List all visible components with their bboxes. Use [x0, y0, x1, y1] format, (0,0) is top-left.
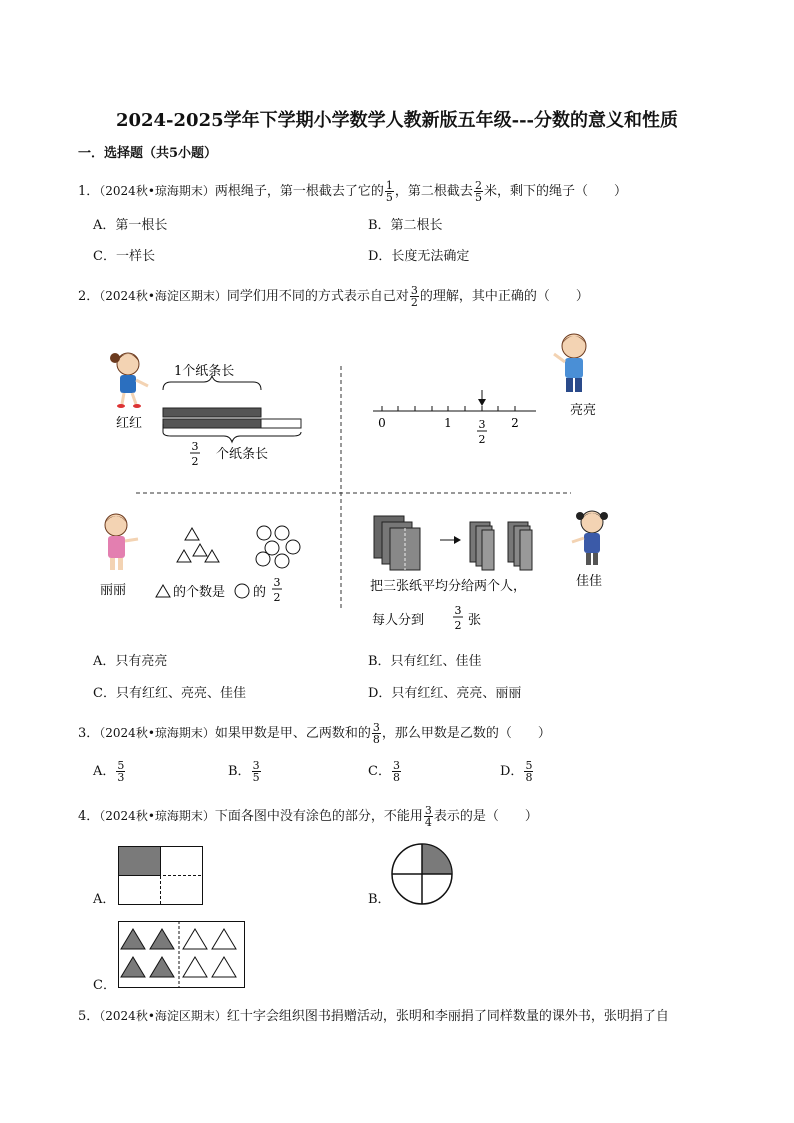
question-number: 4．	[78, 809, 100, 824]
honghong-label: 红红	[116, 416, 143, 431]
question-source: （2024秋•琼海期末）	[99, 726, 215, 740]
tick-label: 2	[511, 416, 519, 430]
option-a[interactable]: A．第一根长	[93, 218, 168, 233]
fraction-numerator: 3	[454, 604, 462, 617]
question-1-stem	[78, 180, 627, 203]
question-number: 1．	[78, 184, 100, 199]
strip-unit-label: 个纸条长	[216, 447, 269, 462]
fraction: $\frac{3}{4}$	[424, 804, 432, 829]
option-b-label[interactable]: B．	[368, 892, 391, 907]
option-d[interactable]: D． $\frac{5}{8}$	[500, 759, 533, 784]
question-text: 红十字会组织图书捐赠活动，张明和李丽捐了同样数量的课外书，张明捐了自	[226, 1009, 669, 1024]
split-papers-icon	[470, 522, 532, 570]
triangles-group	[177, 528, 219, 562]
fraction: $\frac{3}{2}$	[410, 284, 418, 309]
section-heading: 一．选择题（共5小题）	[78, 146, 218, 161]
option-b[interactable]: B．只有红红、佳佳	[368, 654, 482, 669]
paper-caption: 每人分到	[372, 613, 425, 628]
question-text: 下面各图中没有涂色的部分，不能用	[214, 809, 423, 824]
circles-group	[256, 526, 300, 568]
option-a[interactable]: A． $\frac{5}{3}$	[93, 759, 125, 784]
tick-label: 0	[378, 416, 386, 430]
option-b[interactable]: B．第二根长	[368, 218, 443, 233]
question-2-stem	[78, 285, 589, 308]
fraction-numerator: 3	[273, 576, 281, 589]
unit-strip	[163, 408, 261, 417]
fraction-denominator: 2	[454, 619, 462, 632]
option-d[interactable]: D．只有红红、亮亮、丽丽	[368, 686, 522, 701]
fraction-denominator: 2	[478, 433, 486, 446]
question-text: 表示的是（ ）	[433, 809, 538, 824]
question-text: 米，剩下的绳子（ ）	[483, 184, 627, 199]
question-text: 如果甲数是甲、乙两数和的	[214, 726, 371, 741]
question-5-stem	[78, 1008, 669, 1025]
three-papers-icon	[374, 516, 420, 570]
page-title: 2024-2025学年下学期小学数学人教新版五年级---分数的意义和性质	[115, 110, 679, 131]
question-number: 2．	[78, 289, 100, 304]
triangle-caption: 的个数是	[173, 585, 226, 600]
question-text: 的理解，其中正确的（ ）	[419, 289, 589, 304]
question-4-stem	[78, 805, 538, 828]
question-text: ，那么甲数是乙数的（ ）	[381, 726, 551, 741]
option-c[interactable]: C． $\frac{3}{8}$	[368, 759, 400, 784]
number-line-ticks	[382, 406, 515, 411]
figure-a-rectangle[interactable]	[118, 846, 204, 906]
one-strip-label: 1个纸条长	[174, 364, 235, 379]
girl-jiajia-icon	[572, 511, 608, 565]
lili-label: 丽丽	[100, 583, 127, 598]
question-text: 两根绳子，第一根截去了它的	[214, 184, 384, 199]
option-b[interactable]: B． $\frac{3}{5}$	[228, 759, 260, 784]
fraction: $\frac{2}{5}$	[474, 179, 482, 204]
girl-lili-icon	[105, 514, 138, 570]
question-number: 3．	[78, 726, 100, 741]
option-c[interactable]: C．只有红红、亮亮、佳佳	[93, 686, 246, 701]
question-text: ，第二根截去	[394, 184, 473, 199]
figure-c-triangles[interactable]	[118, 921, 246, 989]
option-a-label[interactable]: A．	[93, 892, 116, 907]
option-c-label[interactable]: C．	[93, 978, 116, 993]
paper-caption: 张	[468, 613, 482, 628]
strip-whole	[163, 419, 261, 428]
triangle-icon	[156, 585, 170, 597]
liangliang-label: 亮亮	[570, 403, 597, 418]
question-2-figure	[96, 328, 616, 640]
triangle-caption: 的	[253, 585, 267, 600]
question-3-stem	[78, 722, 551, 745]
option-d[interactable]: D．长度无法确定	[368, 249, 470, 264]
girl-honghong-icon	[110, 353, 148, 408]
tick-label: 1	[444, 416, 452, 430]
question-text: 同学们用不同的方式表示自己对	[226, 289, 409, 304]
question-number: 5．	[78, 1009, 100, 1024]
question-source: （2024秋•琼海期末）	[99, 184, 215, 198]
question-source: （2024秋•海淀区期末）	[99, 1009, 227, 1023]
option-a[interactable]: A．只有亮亮	[93, 654, 168, 669]
question-source: （2024秋•海淀区期末）	[99, 289, 227, 303]
fraction-numerator: 3	[478, 418, 486, 431]
strip-half	[261, 419, 301, 428]
circle-icon	[235, 584, 249, 598]
paper-caption: 把三张纸平均分给两个人，	[370, 579, 527, 594]
option-c[interactable]: C．一样长	[93, 249, 155, 264]
jiajia-label: 佳佳	[576, 574, 603, 589]
question-source: （2024秋•琼海期末）	[99, 809, 215, 823]
fraction-denominator: 2	[273, 591, 281, 604]
figure-b-circle[interactable]	[390, 842, 454, 906]
fraction: $\frac{1}{5}$	[385, 179, 393, 204]
fraction-numerator: 3	[191, 440, 199, 453]
boy-liangliang-icon	[554, 334, 586, 392]
fraction: $\frac{3}{8}$	[372, 721, 380, 746]
fraction-denominator: 2	[191, 455, 199, 468]
